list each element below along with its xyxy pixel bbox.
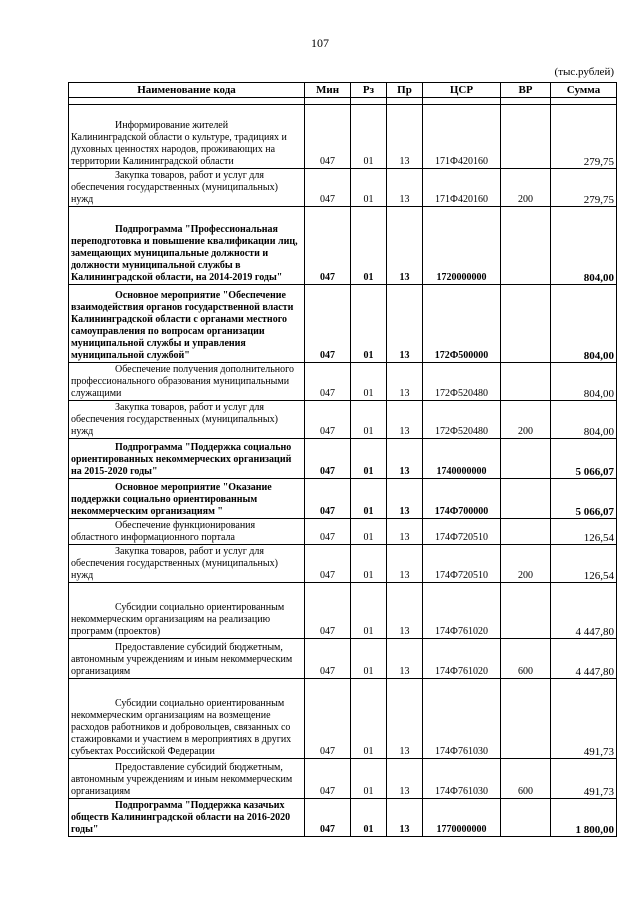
row-vr: [501, 439, 551, 479]
row-vr: [501, 105, 551, 169]
row-vr: [501, 519, 551, 545]
row-name: [69, 479, 305, 519]
row-min: 047: [305, 207, 351, 285]
row-pr: 13: [387, 519, 423, 545]
row-name: [69, 679, 305, 759]
row-rz: 01: [351, 401, 387, 439]
row-csr: 174Ф761020: [423, 583, 501, 639]
header-sum: Сумма: [551, 83, 617, 98]
table-row: [69, 105, 617, 169]
row-vr: [501, 679, 551, 759]
row-sum: 491,73: [551, 759, 617, 799]
table-row: [69, 545, 617, 583]
row-pr: 13: [387, 759, 423, 799]
row-csr: 1720000000: [423, 207, 501, 285]
row-rz: 01: [351, 545, 387, 583]
row-name: [69, 639, 305, 679]
header-pr: Пр: [387, 83, 423, 98]
table-row: [69, 479, 617, 519]
row-csr: 172Ф520480: [423, 363, 501, 401]
row-csr: 1770000000: [423, 799, 501, 837]
row-name-text: Обеспечение функционирования областного информационного портала: [71, 520, 256, 543]
row-min: 047: [305, 401, 351, 439]
row-csr: 174Ф700000: [423, 479, 501, 519]
row-sum: 126,54: [551, 545, 617, 583]
row-pr: 13: [387, 545, 423, 583]
row-rz: 01: [351, 759, 387, 799]
row-name: [69, 401, 305, 439]
row-name-text: Основное мероприятие "Обеспечение взаимодействия органов государственной власти Калининградской области с органами местного самоуправления по вопросам организации муниципальной службы и управления муниципальной службой": [71, 290, 294, 361]
table-row: [69, 207, 617, 285]
table-row: [69, 679, 617, 759]
row-min: 047: [305, 639, 351, 679]
row-pr: 13: [387, 363, 423, 401]
row-pr: 13: [387, 583, 423, 639]
row-min: 047: [305, 519, 351, 545]
row-rz: 01: [351, 679, 387, 759]
row-min: 047: [305, 479, 351, 519]
row-vr: [501, 363, 551, 401]
row-sum: 804,00: [551, 401, 617, 439]
row-vr: 200: [501, 545, 551, 583]
table-row: [69, 639, 617, 679]
row-name: [69, 207, 305, 285]
row-pr: 13: [387, 479, 423, 519]
row-vr: [501, 285, 551, 363]
row-min: 047: [305, 285, 351, 363]
row-sum: 4 447,80: [551, 639, 617, 679]
row-name: [69, 105, 305, 169]
row-name: [69, 759, 305, 799]
row-rz: 01: [351, 519, 387, 545]
row-csr: 172Ф520480: [423, 401, 501, 439]
table-row: [69, 363, 617, 401]
row-min: 047: [305, 759, 351, 799]
table-row: [69, 401, 617, 439]
row-name-text: Подпрограмма "Поддержка казачьих обществ Калининградской области на 2016-2020 годы": [71, 800, 291, 835]
row-csr: 1740000000: [423, 439, 501, 479]
row-name: [69, 545, 305, 583]
table-row: [69, 169, 617, 207]
row-pr: 13: [387, 639, 423, 679]
row-vr: 200: [501, 401, 551, 439]
row-name-text: Обеспечение получения дополнительного профессионального образования муниципальными служащими: [71, 364, 294, 399]
row-min: 047: [305, 363, 351, 401]
row-pr: 13: [387, 285, 423, 363]
table-row: [69, 583, 617, 639]
header-csr: ЦСР: [423, 83, 501, 98]
row-name: [69, 285, 305, 363]
row-csr: 171Ф420160: [423, 169, 501, 207]
row-min: 047: [305, 679, 351, 759]
table-row: [69, 759, 617, 799]
row-rz: 01: [351, 799, 387, 837]
table-row: [69, 439, 617, 479]
row-sum: 126,54: [551, 519, 617, 545]
row-rz: 01: [351, 105, 387, 169]
row-sum: 5 066,07: [551, 479, 617, 519]
row-name-text: Подпрограмма "Профессиональная переподготовка и повышение квалификации лиц, замещающих муниципальные должности и должности муниципальной службы в Калининградской области, на 2014-2019 годы": [71, 224, 298, 283]
row-sum: 804,00: [551, 285, 617, 363]
row-rz: 01: [351, 439, 387, 479]
row-pr: 13: [387, 401, 423, 439]
row-rz: 01: [351, 169, 387, 207]
row-min: 047: [305, 583, 351, 639]
row-sum: 804,00: [551, 207, 617, 285]
row-vr: [501, 583, 551, 639]
row-name-text: Субсидии социально ориентированным некоммерческим организациям на реализацию программ (проектов): [71, 602, 285, 637]
row-sum: 491,73: [551, 679, 617, 759]
table-row: [69, 285, 617, 363]
row-pr: 13: [387, 679, 423, 759]
page-number: 107: [311, 36, 329, 50]
row-min: 047: [305, 545, 351, 583]
units-note: (тыс.рублей): [554, 66, 614, 78]
row-csr: 174Ф761030: [423, 759, 501, 799]
table-header-row: [69, 83, 617, 98]
header-rz: Рз: [351, 83, 387, 98]
row-name-text: Закупка товаров, работ и услуг для обеспечения государственных (муниципальных) нужд: [71, 546, 278, 581]
row-min: 047: [305, 439, 351, 479]
row-name-text: Подпрограмма "Поддержка социально ориентированных некоммерческих организаций на 2015-2020 годы": [71, 442, 292, 477]
row-sum: 279,75: [551, 105, 617, 169]
row-rz: 01: [351, 479, 387, 519]
row-pr: 13: [387, 169, 423, 207]
spacer-row: [69, 98, 617, 105]
row-name: [69, 583, 305, 639]
row-csr: 172Ф500000: [423, 285, 501, 363]
row-vr: [501, 799, 551, 837]
row-vr: [501, 479, 551, 519]
row-rz: 01: [351, 207, 387, 285]
row-sum: 4 447,80: [551, 583, 617, 639]
header-min: Мин: [305, 83, 351, 98]
row-name-text: Основное мероприятие "Оказание поддержки социально ориентированным некоммерческим организациям ": [71, 482, 272, 517]
row-name: [69, 363, 305, 401]
row-name-text: Предоставление субсидий бюджетным, автономным учреждениям и иным некоммерческим организациям: [71, 642, 293, 677]
row-min: 047: [305, 799, 351, 837]
row-name-text: Предоставление субсидий бюджетным, автономным учреждениям и иным некоммерческим организациям: [71, 762, 293, 797]
header-vr: ВР: [501, 83, 551, 98]
row-pr: 13: [387, 105, 423, 169]
row-name: [69, 799, 305, 837]
row-pr: 13: [387, 799, 423, 837]
header-name: Наименование кода: [69, 83, 305, 98]
row-min: 047: [305, 105, 351, 169]
row-name-text: Закупка товаров, работ и услуг для обеспечения государственных (муниципальных) нужд: [71, 402, 278, 437]
row-sum: 804,00: [551, 363, 617, 401]
row-csr: 174Ф761020: [423, 639, 501, 679]
row-rz: 01: [351, 639, 387, 679]
table-row: [69, 799, 617, 837]
row-csr: 174Ф761030: [423, 679, 501, 759]
row-csr: 174Ф720510: [423, 545, 501, 583]
row-name-text: Закупка товаров, работ и услуг для обеспечения государственных (муниципальных) нужд: [71, 170, 278, 205]
row-name: [69, 519, 305, 545]
row-rz: 01: [351, 363, 387, 401]
row-sum: 5 066,07: [551, 439, 617, 479]
row-pr: 13: [387, 439, 423, 479]
row-vr: [501, 207, 551, 285]
row-vr: 600: [501, 639, 551, 679]
row-rz: 01: [351, 583, 387, 639]
row-vr: 200: [501, 169, 551, 207]
row-name: [69, 439, 305, 479]
table-row: [69, 519, 617, 545]
row-csr: 171Ф420160: [423, 105, 501, 169]
row-pr: 13: [387, 207, 423, 285]
row-csr: 174Ф720510: [423, 519, 501, 545]
row-vr: 600: [501, 759, 551, 799]
row-name-text: Субсидии социально ориентированным некоммерческим организациям на возмещение расходов работников и добровольцев, связанных со стажировками и участием в мероприятиях в других субъектах Российской Федерации: [71, 698, 292, 757]
row-name: [69, 169, 305, 207]
budget-table: [68, 82, 617, 837]
row-sum: 1 800,00: [551, 799, 617, 837]
row-sum: 279,75: [551, 169, 617, 207]
row-min: 047: [305, 169, 351, 207]
row-rz: 01: [351, 285, 387, 363]
row-name-text: Информирование жителей Калининградской области о культуре, традициях и духовных ценностях народов, проживающих на территории Калининградской области: [71, 120, 287, 167]
